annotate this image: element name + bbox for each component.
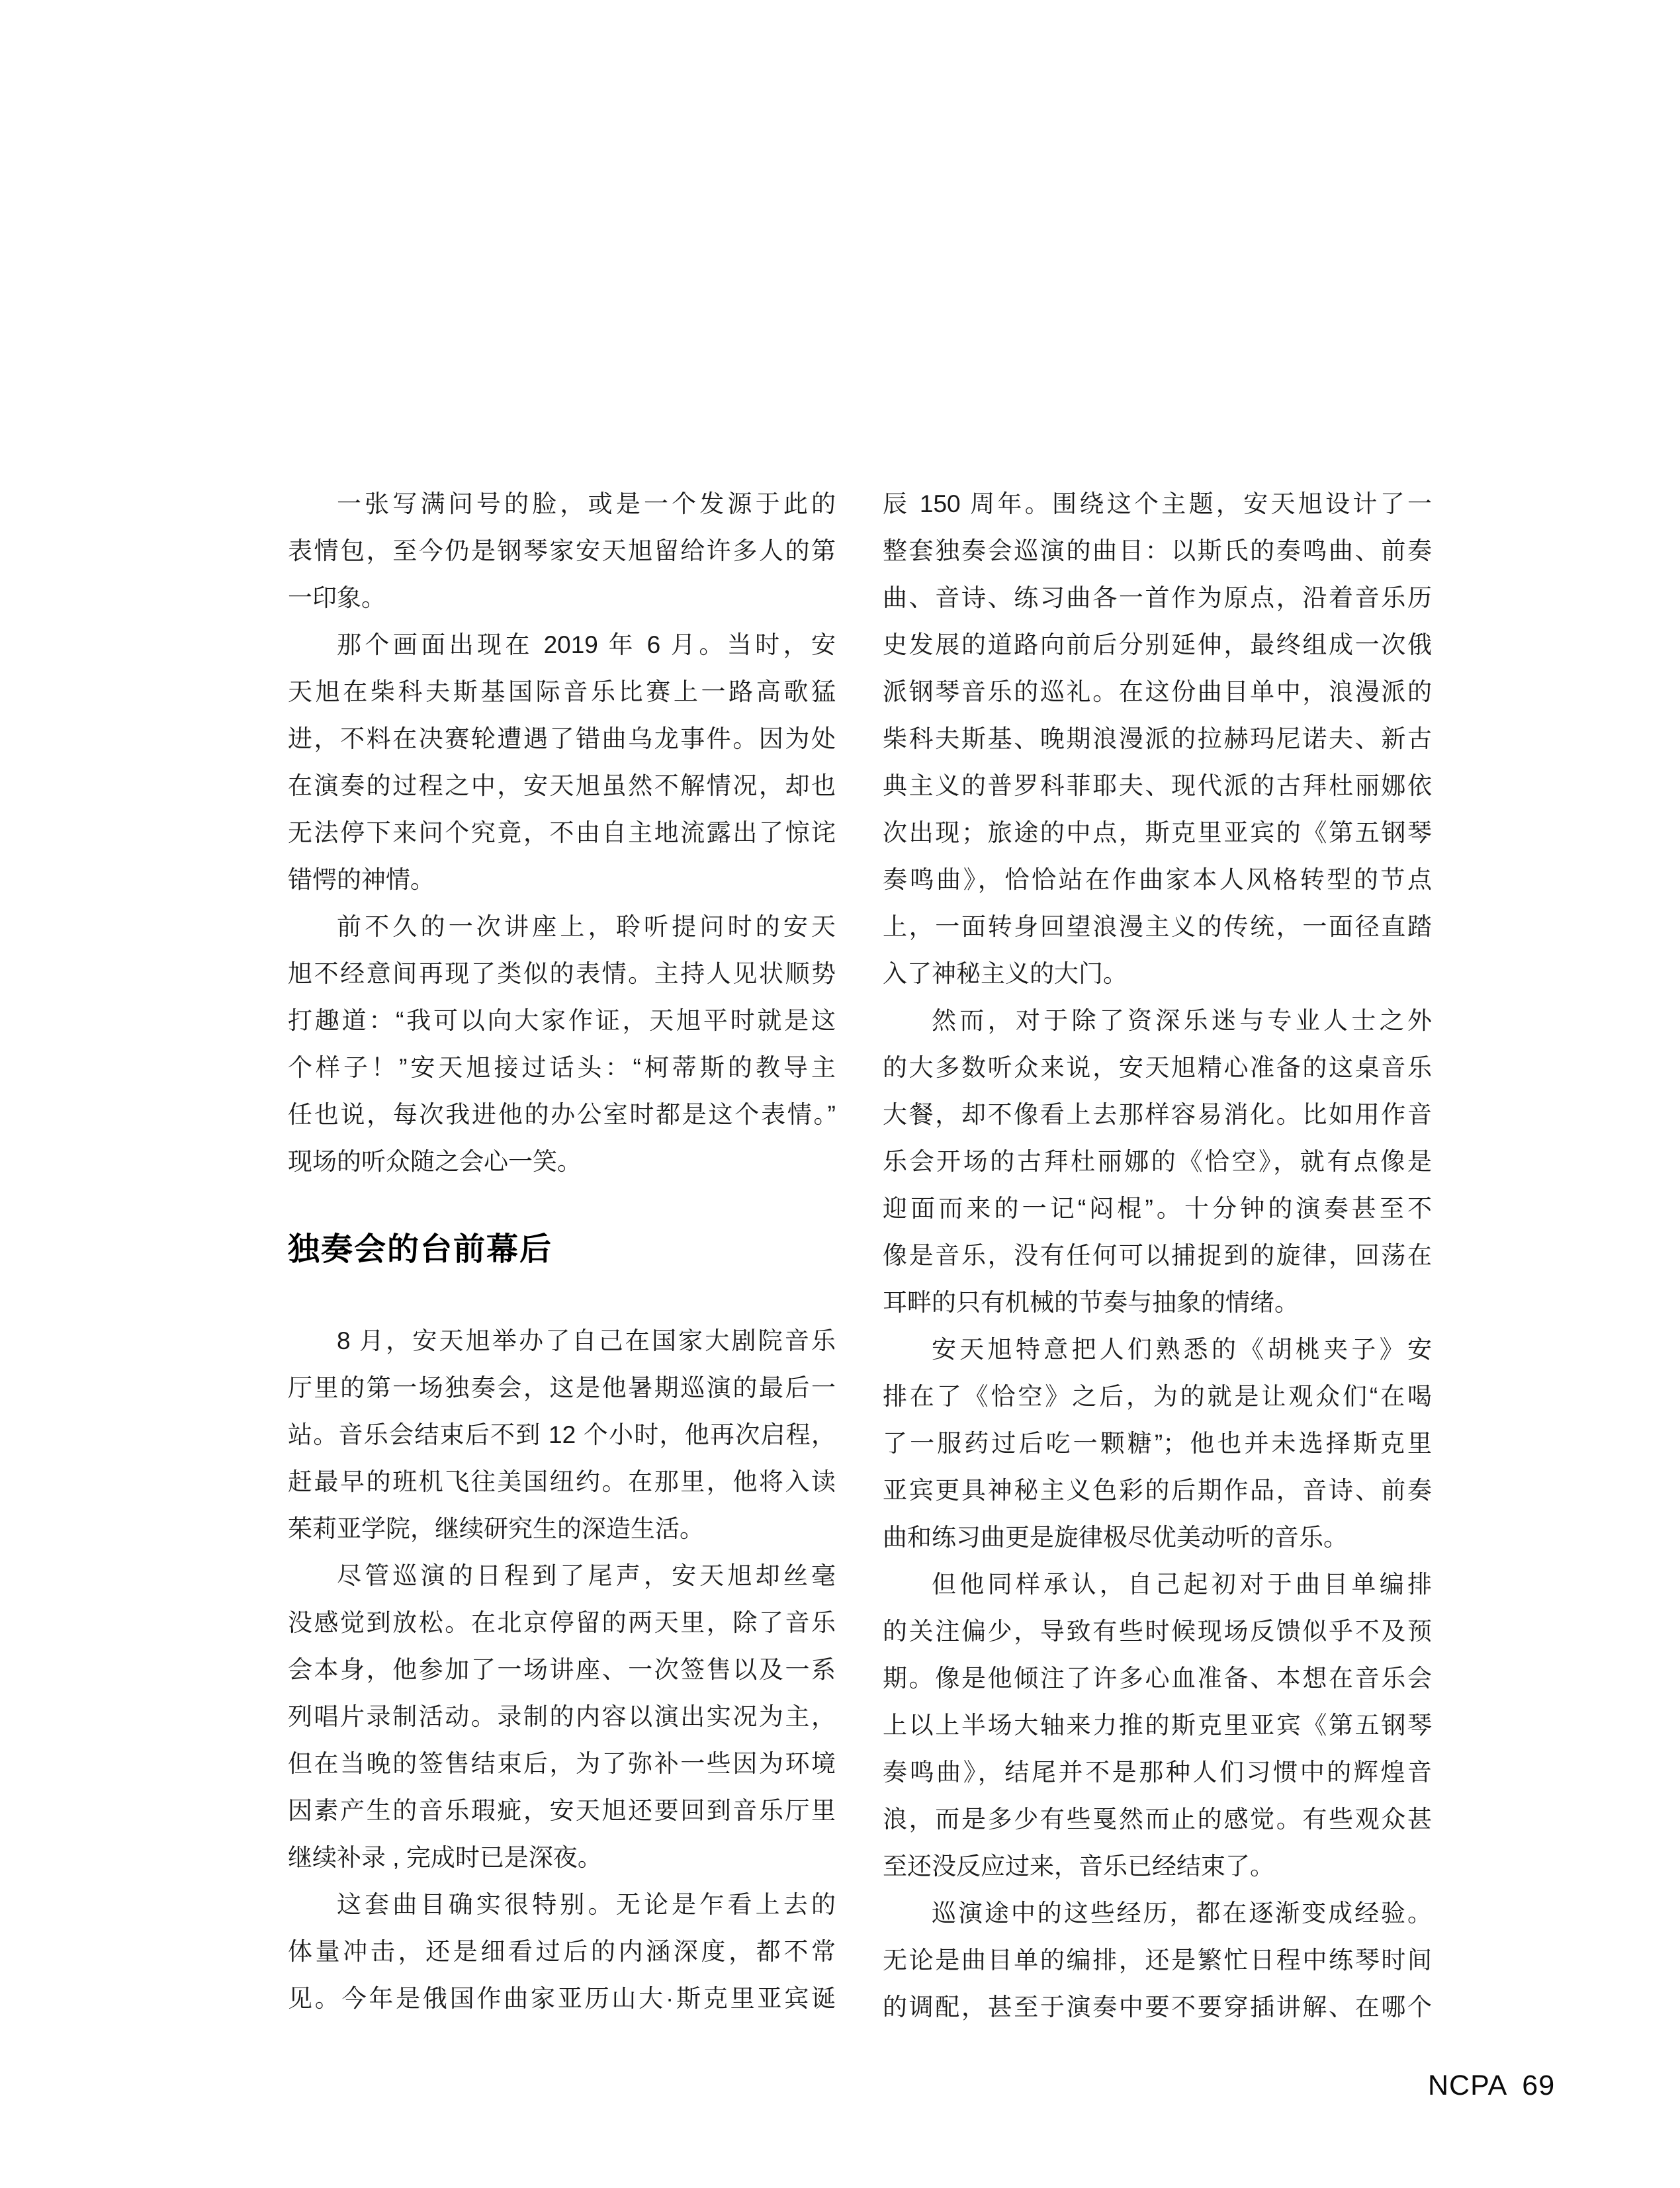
paragraph bbox=[288, 480, 836, 621]
paragraph bbox=[883, 1326, 1432, 1561]
text-line: 典主义的普罗科菲耶夫、现代派的古拜杜丽娜依 bbox=[883, 772, 1432, 799]
text-line: 这套曲目确实很特别。无论是乍看上去的 bbox=[337, 1891, 836, 1918]
text-line: 列唱片录制活动。录制的内容以演出实况为主， bbox=[288, 1703, 836, 1730]
text-line: 的调配，甚至于演奏中要不要穿插讲解、在哪个 bbox=[883, 1993, 1432, 2021]
text-line: 巡演途中的这些经历，都在逐渐变成经验。 bbox=[932, 1900, 1432, 1927]
text-line: 表情包，至今仍是钢琴家安天旭留给许多人的第 bbox=[288, 537, 836, 564]
text-line: 了一服药过后吃一颗糖”；他也并未选择斯克里 bbox=[883, 1430, 1432, 1457]
text-line: 一张写满问号的脸，或是一个发源于此的 bbox=[337, 490, 836, 517]
paragraph bbox=[883, 1890, 1432, 2031]
text-line: 继续补录 , 完成时已是深夜。 bbox=[288, 1844, 602, 1871]
text-line: 浪，而是多少有些戛然而止的感觉。有些观众甚 bbox=[883, 1806, 1432, 1833]
text-line: 错愕的神情。 bbox=[288, 866, 435, 893]
text-line: 旭不经意间再现了类似的表情。主持人见状顺势 bbox=[288, 960, 836, 987]
text-line: 茱莉亚学院，继续研究生的深造生活。 bbox=[288, 1515, 704, 1542]
text-line: 在演奏的过程之中，安天旭虽然不解情况，却也 bbox=[288, 772, 836, 799]
text-line: 任也说，每次我进他的办公室时都是这个表情。” bbox=[288, 1101, 836, 1128]
text-line: 尽管巡演的日程到了尾声，安天旭却丝毫 bbox=[337, 1562, 836, 1589]
text-line: 然而，对于除了资深乐迷与专业人士之外 bbox=[932, 1007, 1432, 1034]
text-line: 至还没反应过来，音乐已经结束了。 bbox=[883, 1853, 1274, 1880]
paragraph bbox=[883, 480, 1432, 997]
text-line: 那个画面出现在 2019 年 6 月。当时，安 bbox=[337, 631, 836, 658]
text-line: 无论是曲目单的编排，还是繁忙日程中练琴时间 bbox=[883, 1947, 1432, 1974]
text-line: 赶最早的班机飞往美国纽约。在那里，他将入读 bbox=[288, 1468, 836, 1495]
text-line: 没感觉到放松。在北京停留的两天里，除了音乐 bbox=[288, 1609, 836, 1636]
paragraph bbox=[288, 903, 836, 1185]
text-line: 前不久的一次讲座上，聆听提问时的安天 bbox=[337, 913, 836, 940]
text-line: 入了神秘主义的大门。 bbox=[883, 960, 1127, 987]
page-footer bbox=[1428, 2070, 1555, 2102]
text-line: 曲和练习曲更是旋律极尽优美动听的音乐。 bbox=[883, 1524, 1348, 1551]
text-line: 厅里的第一场独奏会，这是他暑期巡演的最后一 bbox=[288, 1374, 836, 1401]
magazine-code: NCPA bbox=[1428, 2070, 1508, 2101]
paragraph bbox=[288, 1552, 836, 1881]
text-line: 奏鸣曲》，恰恰站在作曲家本人风格转型的节点 bbox=[883, 866, 1432, 893]
text-line: 一印象。 bbox=[288, 584, 386, 611]
text-line: 体量冲击，还是细看过后的内涵深度，都不常 bbox=[288, 1938, 836, 1965]
text-line: 上，一面转身回望浪漫主义的传统，一面径直踏 bbox=[883, 913, 1432, 940]
text-line: 但在当晚的签售结束后，为了弥补一些因为环境 bbox=[288, 1750, 836, 1777]
text-line: 见。今年是俄国作曲家亚历山大·斯克里亚宾诞 bbox=[288, 1985, 836, 2012]
paragraph bbox=[883, 997, 1432, 1326]
text-line: 进，不料在决赛轮遭遇了错曲乌龙事件。因为处 bbox=[288, 725, 836, 752]
text-line: 排在了《恰空》之后，为的就是让观众们“在喝 bbox=[883, 1383, 1432, 1410]
text-line: 派钢琴音乐的巡礼。在这份曲目单中，浪漫派的 bbox=[883, 678, 1432, 705]
paragraph bbox=[288, 621, 836, 903]
text-line: 个样子！”安天旭接过话头：“柯蒂斯的教导主 bbox=[288, 1054, 836, 1081]
text-line: 打趣道：“我可以向大家作证，天旭平时就是这 bbox=[288, 1007, 836, 1034]
text-line: 上以上半场大轴来力推的斯克里亚宾《第五钢琴 bbox=[883, 1712, 1432, 1739]
text-line: 但他同样承认，自己起初对于曲目单编排 bbox=[932, 1571, 1432, 1598]
text-line: 现场的听众随之会心一笑。 bbox=[288, 1148, 582, 1175]
article-column-right bbox=[883, 480, 1432, 2031]
page-number: 69 bbox=[1522, 2070, 1556, 2101]
text-line: 耳畔的只有机械的节奏与抽象的情绪。 bbox=[883, 1289, 1299, 1316]
text-line: 大餐，却不像看上去那样容易消化。比如用作音 bbox=[883, 1101, 1432, 1128]
text-line: 天旭在柴科夫斯基国际音乐比赛上一路高歌猛 bbox=[288, 678, 836, 705]
text-line: 史发展的道路向前后分别延伸，最终组成一次俄 bbox=[883, 631, 1432, 658]
section-heading: 独奏会的台前幕后 bbox=[288, 1232, 553, 1267]
text-line: 期。像是他倾注了许多心血准备、本想在音乐会 bbox=[883, 1665, 1432, 1692]
text-line: 的大多数听众来说，安天旭精心准备的这桌音乐 bbox=[883, 1054, 1432, 1081]
text-line: 8 月，安天旭举办了自己在国家大剧院音乐 bbox=[337, 1327, 836, 1354]
paragraph bbox=[288, 1881, 836, 2022]
article-column-left bbox=[288, 480, 836, 2022]
text-line: 迎面而来的一记“闷棍”。十分钟的演奏甚至不 bbox=[883, 1195, 1432, 1222]
text-line: 乐会开场的古拜杜丽娜的《恰空》，就有点像是 bbox=[883, 1148, 1432, 1175]
text-line: 像是音乐，没有任何可以捕捉到的旋律，回荡在 bbox=[883, 1242, 1432, 1269]
text-line: 整套独奏会巡演的曲目：以斯氏的奏鸣曲、前奏 bbox=[883, 537, 1432, 564]
paragraph bbox=[883, 1561, 1432, 1890]
text-line: 奏鸣曲》，结尾并不是那种人们习惯中的辉煌音 bbox=[883, 1759, 1432, 1786]
text-line: 会本身，他参加了一场讲座、一次签售以及一系 bbox=[288, 1656, 836, 1683]
text-line: 因素产生的音乐瑕疵，安天旭还要回到音乐厅里 bbox=[288, 1797, 836, 1824]
text-line: 柴科夫斯基、晚期浪漫派的拉赫玛尼诺夫、新古 bbox=[883, 725, 1432, 752]
text-line: 站。音乐会结束后不到 12 个小时，他再次启程， bbox=[288, 1421, 836, 1448]
text-line: 辰 150 周年。围绕这个主题，安天旭设计了一 bbox=[883, 490, 1432, 517]
text-line: 的关注偏少，导致有些时候现场反馈似乎不及预 bbox=[883, 1618, 1432, 1645]
text-line: 曲、音诗、练习曲各一首作为原点，沿着音乐历 bbox=[883, 584, 1432, 611]
text-line: 次出现；旅途的中点，斯克里亚宾的《第五钢琴 bbox=[883, 819, 1432, 846]
text-line: 安天旭特意把人们熟悉的《胡桃夹子》安 bbox=[932, 1336, 1432, 1363]
text-line: 无法停下来问个究竟，不由自主地流露出了惊诧 bbox=[288, 819, 836, 846]
text-line: 亚宾更具神秘主义色彩的后期作品，音诗、前奏 bbox=[883, 1477, 1432, 1504]
paragraph bbox=[288, 1317, 836, 1552]
